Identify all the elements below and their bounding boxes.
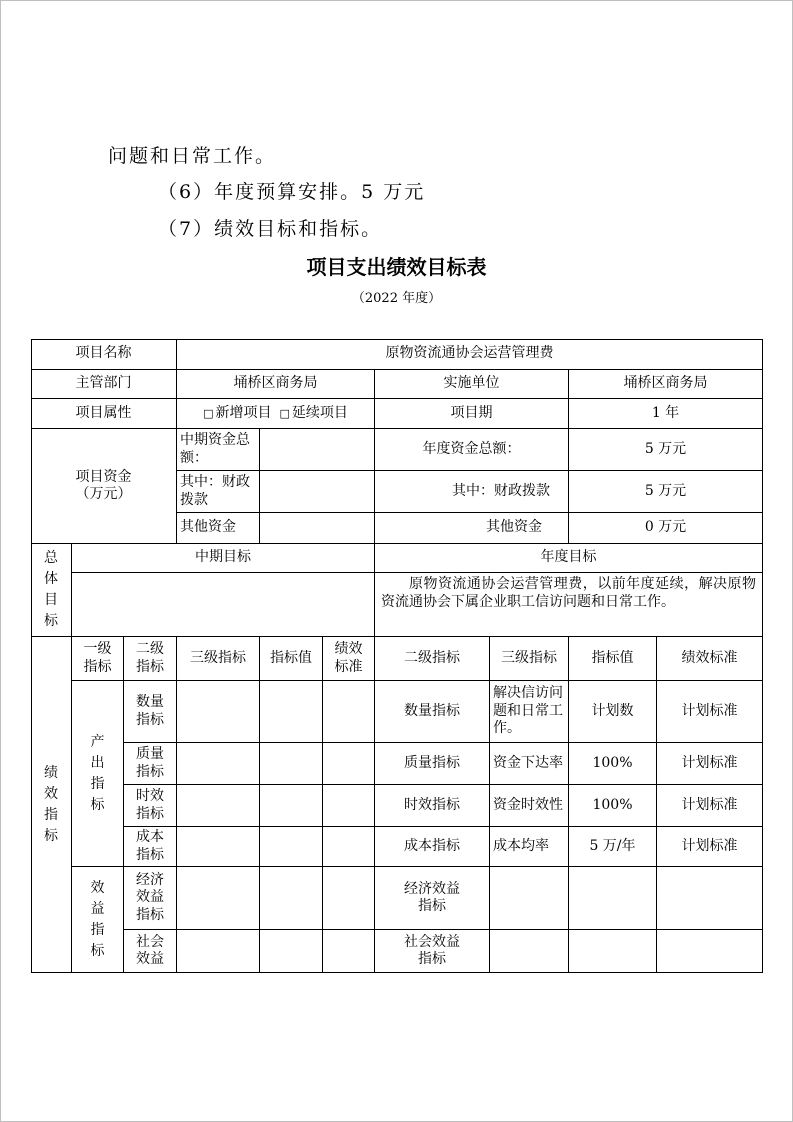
row-ls bbox=[323, 827, 375, 867]
row-lv bbox=[260, 930, 323, 973]
other-mid-value bbox=[260, 513, 375, 544]
row-rv: 100% bbox=[569, 743, 657, 785]
annual-total-label: 年度资金总额： bbox=[375, 429, 569, 471]
row-r3: 解决信访问题和日常工作。 bbox=[490, 681, 569, 743]
row-l3 bbox=[177, 681, 260, 743]
row-l3 bbox=[177, 867, 260, 930]
row-rs: 计划标准 bbox=[657, 827, 763, 867]
row-rv: 5 万/年 bbox=[569, 827, 657, 867]
row-rs: 计划标准 bbox=[657, 681, 763, 743]
dept-value: 埇桥区商务局 bbox=[177, 370, 375, 399]
project-name-value: 原物资流通协会运营管理费 bbox=[177, 339, 763, 370]
row-r2: 经济效益指标 bbox=[375, 867, 490, 930]
mid-goal-header: 中期目标 bbox=[72, 544, 375, 573]
benefit-label: 效益指标 bbox=[72, 867, 124, 973]
row-rv: 计划数 bbox=[569, 681, 657, 743]
h-value-right: 指标值 bbox=[569, 637, 657, 681]
annual-goal-text: 原物资流通协会运营管理费，以前年度延续，解决原物资流通协会下属企业职工信访问题和日常工作。 bbox=[375, 573, 763, 637]
row-lv bbox=[260, 785, 323, 827]
row-l2: 时效指标 bbox=[124, 785, 177, 827]
h-value-left: 指标值 bbox=[260, 637, 323, 681]
attr-continue: 延续项目 bbox=[291, 404, 348, 421]
row-l2: 社会效益 bbox=[124, 930, 177, 973]
row-ls bbox=[323, 743, 375, 785]
row-l3 bbox=[177, 930, 260, 973]
fiscal-value: 5 万元 bbox=[569, 471, 763, 513]
paragraph-line-3: （7）绩效目标和指标。 bbox=[158, 218, 383, 240]
checkbox-new-icon: □ bbox=[203, 406, 214, 420]
row-ls bbox=[323, 930, 375, 973]
attr-new: 新增项目 bbox=[215, 404, 272, 421]
row-rs bbox=[657, 867, 763, 930]
row-l3 bbox=[177, 785, 260, 827]
mid-total-label: 中期资金总额： bbox=[177, 429, 260, 471]
row-lv bbox=[260, 867, 323, 930]
fund-label: 项目资金 bbox=[75, 468, 132, 485]
row-lv bbox=[260, 681, 323, 743]
dept-label: 主管部门 bbox=[31, 370, 177, 399]
annual-goal-header: 年度目标 bbox=[375, 544, 763, 573]
overall-goal-label: 总体目标 bbox=[31, 544, 72, 637]
paragraph-line-1: 问题和日常工作。 bbox=[108, 145, 277, 167]
h-level2-left: 二级指标 bbox=[124, 637, 177, 681]
mid-goal-content bbox=[72, 573, 375, 637]
row-lv bbox=[260, 743, 323, 785]
checkbox-continue-icon: □ bbox=[279, 406, 290, 420]
output-label: 产出指标 bbox=[72, 681, 124, 867]
attr-options bbox=[177, 399, 375, 429]
project-name-label: 项目名称 bbox=[31, 339, 177, 370]
row-r2: 社会效益指标 bbox=[375, 930, 490, 973]
perf-label: 绩效指标 bbox=[31, 637, 72, 973]
period-value: 1 年 bbox=[569, 399, 763, 429]
row-r2: 数量指标 bbox=[375, 681, 490, 743]
row-l2: 成本指标 bbox=[124, 827, 177, 867]
h-level3-right: 三级指标 bbox=[490, 637, 569, 681]
mid-total-value bbox=[260, 429, 375, 471]
fund-label-cell bbox=[31, 429, 177, 544]
h-level3-left: 三级指标 bbox=[177, 637, 260, 681]
h-standard-left: 绩效标准 bbox=[323, 637, 375, 681]
row-l2: 质量指标 bbox=[124, 743, 177, 785]
row-r2: 时效指标 bbox=[375, 785, 490, 827]
other-value: 0 万元 bbox=[569, 513, 763, 544]
row-ls bbox=[323, 681, 375, 743]
period-label: 项目期 bbox=[375, 399, 569, 429]
row-r3 bbox=[490, 867, 569, 930]
fiscal-label-right: 其中：财政拨款 bbox=[375, 471, 569, 513]
row-l3 bbox=[177, 743, 260, 785]
fiscal-label-left: 其中：财政拨款 bbox=[177, 471, 260, 513]
row-r3: 资金时效性 bbox=[490, 785, 569, 827]
table-title: 项目支出绩效目标表 bbox=[306, 255, 487, 279]
fund-unit: （万元） bbox=[75, 486, 132, 502]
row-l2: 经济效益指标 bbox=[124, 867, 177, 930]
other-label-right: 其他资金 bbox=[375, 513, 569, 544]
attr-label: 项目属性 bbox=[31, 399, 177, 429]
impl-label: 实施单位 bbox=[375, 370, 569, 399]
row-rv bbox=[569, 930, 657, 973]
row-rs: 计划标准 bbox=[657, 785, 763, 827]
row-r2: 质量指标 bbox=[375, 743, 490, 785]
row-rv bbox=[569, 867, 657, 930]
row-rs bbox=[657, 930, 763, 973]
paragraph-line-2: （6）年度预算安排。5 万元 bbox=[158, 181, 426, 203]
row-ls bbox=[323, 867, 375, 930]
impl-value: 埇桥区商务局 bbox=[569, 370, 763, 399]
h-level2-right: 二级指标 bbox=[375, 637, 490, 681]
h-standard-right: 绩效标准 bbox=[657, 637, 763, 681]
annual-total-value: 5 万元 bbox=[569, 429, 763, 471]
row-r3 bbox=[490, 930, 569, 973]
row-r3: 成本均率 bbox=[490, 827, 569, 867]
row-ls bbox=[323, 785, 375, 827]
row-l2: 数量指标 bbox=[124, 681, 177, 743]
fiscal-mid-value bbox=[260, 471, 375, 513]
h-level1: 一级指标 bbox=[72, 637, 124, 681]
table-subtitle: （2022 年度） bbox=[351, 291, 442, 306]
row-lv bbox=[260, 827, 323, 867]
row-r3: 资金下达率 bbox=[490, 743, 569, 785]
row-l3 bbox=[177, 827, 260, 867]
row-r2: 成本指标 bbox=[375, 827, 490, 867]
row-rv: 100% bbox=[569, 785, 657, 827]
row-rs: 计划标准 bbox=[657, 743, 763, 785]
other-label-left: 其他资金 bbox=[177, 513, 260, 544]
